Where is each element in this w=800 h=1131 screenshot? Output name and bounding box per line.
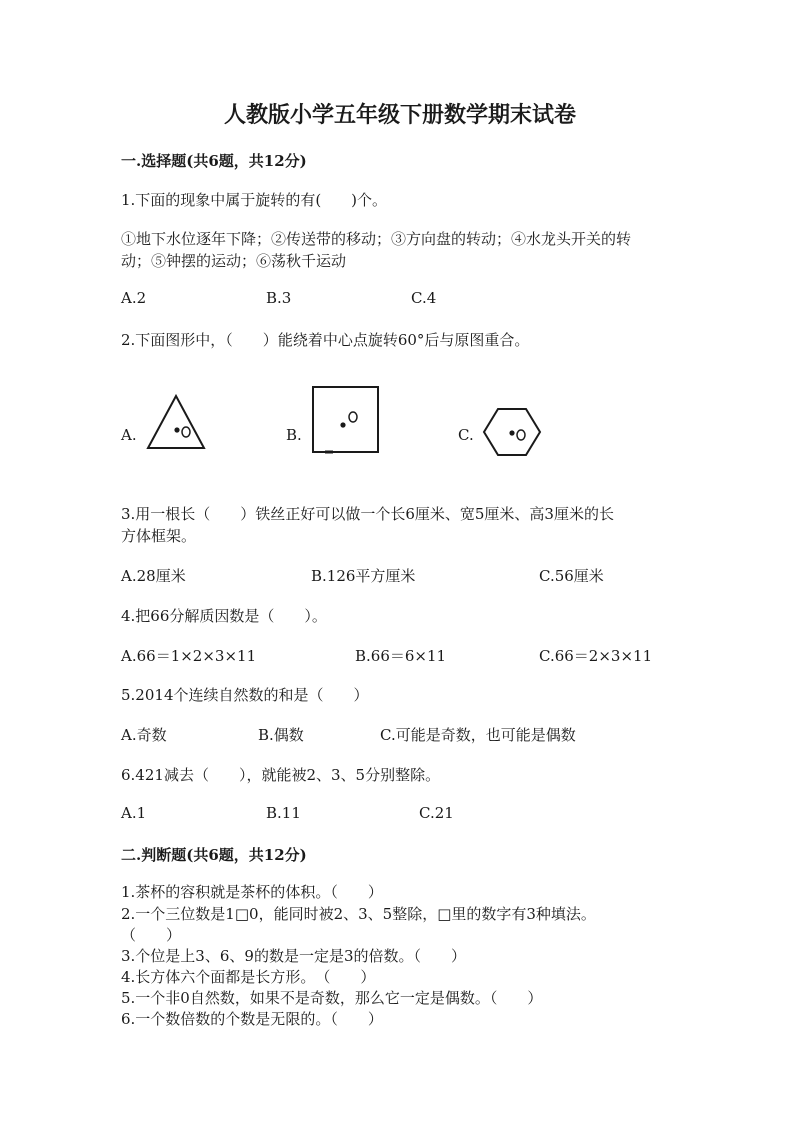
square-figure	[310, 384, 382, 458]
q5-stem: 5.2014个连续自然数的和是（ ）	[121, 686, 369, 704]
q2-option-b: B.	[286, 426, 302, 444]
hexagon-figure	[481, 406, 543, 458]
judge-line-5: 5.一个非0自然数，如果不是奇数，那么它一定是偶数。（ ）	[121, 989, 543, 1007]
q3-stem-line1: 3.用一根长（ ）铁丝正好可以做一个长6厘米、宽5厘米、高3厘米的长	[121, 505, 614, 523]
page-title: 人教版小学五年级下册数学期末试卷	[223, 102, 576, 128]
judge-line-2-blank: （ ）	[121, 926, 182, 944]
q1-option-a: A.2	[121, 289, 147, 307]
q4-option-c: C.66＝2×3×11	[539, 647, 653, 665]
judge-line-6: 6.一个数倍数的个数是无限的。（ ）	[121, 1010, 383, 1028]
q6-option-c: C.21	[419, 804, 454, 822]
section2-heading: 二.判断题(共6题，共12分)	[121, 846, 307, 864]
judge-line-3: 3.个位是上3、6、9的数是一定是3的倍数。（ ）	[121, 947, 466, 965]
q2-option-a: A.	[121, 426, 137, 444]
q6-option-a: A.1	[121, 804, 147, 822]
judge-line-4: 4.长方体六个面都是长方形。 （ ）	[121, 968, 376, 986]
q1-option-c: C.4	[411, 289, 437, 307]
q3-stem-line2: 方体框架。	[121, 527, 197, 545]
q5-option-a: A.奇数	[121, 726, 167, 744]
q1-option-b: B.3	[266, 289, 292, 307]
q1-detail-line1: ①地下水位逐年下降；②传送带的移动；③方向盘的转动；④水龙头开关的转	[121, 230, 632, 248]
q2-option-c: C.	[458, 426, 474, 444]
q3-option-c: C.56厘米	[539, 567, 604, 585]
q4-stem: 4.把66分解质因数是（ ）。	[121, 607, 327, 625]
judge-line-1: 1.茶杯的容积就是茶杯的体积。（ ）	[121, 883, 383, 901]
q5-option-c: C.可能是奇数，也可能是偶数	[380, 726, 576, 744]
q6-stem: 6.421减去（ ），就能被2、3、5分别整除。	[121, 766, 441, 784]
triangle-figure	[144, 392, 208, 452]
q1-detail-line2: 动；⑤钟摆的运动；⑥荡秋千运动	[121, 252, 347, 270]
q4-option-b: B.66＝6×11	[355, 647, 447, 665]
judge-line-2: 2.一个三位数是1□0，能同时被2、3、5整除，□里的数字有3种填法。	[121, 905, 596, 923]
q3-option-b: B.126平方厘米	[311, 567, 416, 585]
q5-option-b: B.偶数	[258, 726, 304, 744]
section1-heading: 一.选择题(共6题，共12分)	[121, 152, 307, 170]
q2-stem: 2.下面图形中，（ ）能绕着中心点旋转60°后与原图重合。	[121, 331, 530, 349]
q3-option-a: A.28厘米	[121, 567, 186, 585]
q6-option-b: B.11	[266, 804, 301, 822]
q1-stem: 1.下面的现象中属于旋转的有( )个。	[121, 191, 388, 209]
q4-option-a: A.66＝1×2×3×11	[121, 647, 257, 665]
